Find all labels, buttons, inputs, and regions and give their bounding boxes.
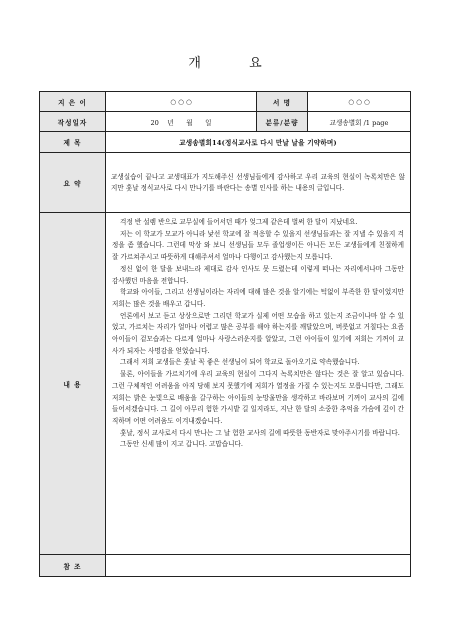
date-day-unit: 일 bbox=[205, 118, 212, 127]
reference-label: 참 조 bbox=[40, 555, 106, 577]
document-title: 개 요 bbox=[188, 56, 284, 71]
content-paragraph: 그래서 저희 교생들은 훗날 꼭 좋은 선생님이 되어 학교로 돌아오기로 약속했습니다. bbox=[120, 358, 360, 367]
subject-row bbox=[40, 132, 411, 153]
category-value: 교생송별회 /1 page bbox=[308, 112, 411, 132]
content-paragraph: 저는 이 학교가 모교가 아니라 낯선 학교에 잘 적응할 수 있을지 선생님들과는 잘 지낼 수 있을지 걱정을 좀 했습니다. 그런데 막상 와 보니 선생님들 모두 졸업생이든 아니든 모든 교생들에게 친절하게 잘 가르쳐주시고 따뜻하게 대해주셔서 얼마나 다행이고 감사했는지 모릅니다. bbox=[112, 229, 405, 262]
content-paragraph: 학교와 아이들, 그리고 선생님이라는 자리에 대해 많은 것을 알기에는 턱없이 부족한 한 달이었지만 저희는 많은 것을 배우고 갑니다. bbox=[112, 288, 405, 308]
content-body bbox=[106, 213, 410, 551]
content-cell bbox=[106, 213, 411, 555]
summary-row bbox=[40, 153, 411, 213]
author-value: ○ ○ ○ bbox=[106, 92, 257, 112]
author-label: 지 은 이 bbox=[40, 92, 106, 112]
content-paragraph: 언론에서 보고 듣고 상상으로만 그리던 학교가 실제 어떤 모습을 하고 있는지 조금이나마 알 수 있었고, 가르치는 자리가 얼마나 어렵고 많은 공부를 해야 하는지를 깨달았으며, 버릇없고 거칠다는 요즘 아이들이 겉모습과는 다르게 얼마나 사랑스러운지를 알았고, 그런 아이들이 있기에 저희는 기꺼이 교사가 되자는 사명감을 얻었습니다. bbox=[112, 311, 405, 355]
date-row bbox=[40, 112, 411, 132]
content-paragraph: 그동안 신세 많이 지고 갑니다. 고맙습니다. bbox=[120, 440, 243, 449]
signature-label: 서 명 bbox=[257, 92, 308, 112]
reference-row bbox=[40, 555, 411, 577]
content-paragraph: 정신 없이 한 달을 보내느라 제대로 감사 인사도 못 드렸는데 이렇게 떠나는 자리에서나마 그동안 감사했던 마음을 전합니다. bbox=[112, 264, 405, 285]
subject-label: 제 목 bbox=[40, 132, 106, 153]
author-row bbox=[40, 92, 411, 112]
summary-cell bbox=[106, 153, 411, 213]
summary-form-table bbox=[39, 91, 411, 577]
category-label: 분류/분량 bbox=[257, 112, 308, 132]
content-paragraph: 걱정 반 설렘 반으로 교무실에 들어서던 때가 엊그제 같은데 벌써 한 달이 지났네요. bbox=[120, 218, 358, 226]
date-year-unit: 년 bbox=[167, 118, 174, 127]
date-value bbox=[106, 112, 257, 132]
subject-value: 교생송별회14(정식교사로 다시 만날 날을 기약하며) bbox=[106, 132, 411, 153]
summary-label: 요 약 bbox=[40, 153, 106, 213]
summary-text: 교생실습이 끝나고 교생대표가 지도해주신 선생님들에게 감사하고 우리 교육의 현실이 녹록치만은 않지만 훗날 정식교사로 다시 만나기를 바란다는 송별 인사를 하는 내용의 글입니다. bbox=[111, 172, 406, 192]
content-row bbox=[40, 213, 411, 555]
content-paragraph: 물론, 아이들을 가르치기에 우리 교육의 현실이 그다지 녹록치만은 않다는 것은 잘 알고 있습니다. 그런 구체적인 어려움을 아직 당해 보지 못했기에 저희가 열정을 가질 수 있는지도 모릅니다만, 그래도 저희는 밝은 눈빛으로 배움을 갈구하는 아이들의 눈망울만을 생각하고 바라보며 기꺼이 교사의 길에 들어서겠습니다. 그 길이 아무리 험한 가시밭 길 일지라도, 지난 한 달의 소중한 추억을 가슴에 깊이 간직하며 어떤 어려움도 이겨내겠습니다. bbox=[112, 370, 405, 425]
date-month-unit: 월 bbox=[186, 118, 193, 127]
signature-value: ○ ○ ○ bbox=[308, 92, 411, 112]
content-paragraph: 훗날, 정식 교사로서 다시 만나는 그 날 험한 교사의 길에 따뜻한 동반자로 맞아주시기를 바랍니다. bbox=[120, 428, 400, 437]
content-label: 내 용 bbox=[40, 213, 106, 555]
date-year: 20 bbox=[150, 118, 159, 127]
reference-value bbox=[106, 555, 411, 577]
date-label: 작성일자 bbox=[40, 112, 106, 132]
